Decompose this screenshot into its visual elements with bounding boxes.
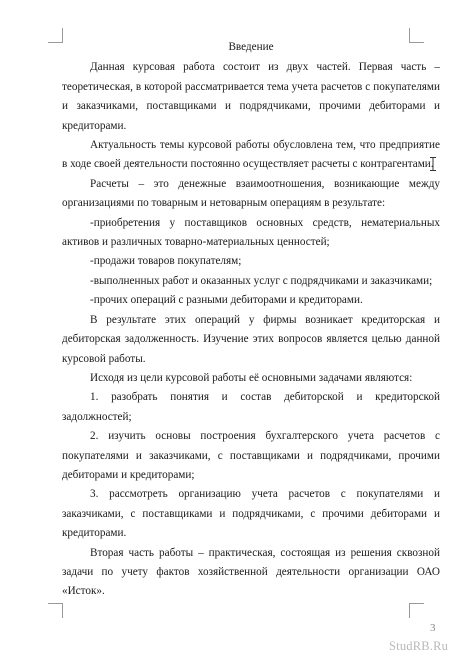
list-item-sales: -продажи товаров покупателям; — [90, 255, 242, 268]
list-item-works: -выполненных работ и оказанных услуг с подрядчиками и заказчиками; — [90, 274, 433, 287]
paragraph-result: В результате этих операций у фирмы возникает кредиторская и дебиторская задолженность. Изучение этих вопросов является целью данной курсовой работы. — [62, 313, 440, 365]
document-body[interactable] — [62, 38, 440, 602]
task-item-1: 1. разобрать понятия и состав дебиторской и кредиторской задолжностей; — [62, 391, 440, 423]
list-item-other: -прочих операций с разными дебиторами и кредиторами. — [90, 294, 363, 307]
task-item-2: 2. изучить основы построения бухгалтерского учета расчетов с покупателями и заказчиками, с поставщиками и подрядчиками, прочими дебиторами и кредиторами; — [62, 430, 440, 481]
paragraph-intro: Данная курсовая работа состоит из двух частей. Первая часть – теоретическая, в которой рассматривается тема учета расчетов с покупателями и заказчиками, поставщиками и подрядчиками, прочими дебиторами и кредиторами. — [62, 61, 440, 132]
paragraph-relevance: Актуальность темы курсовой работы обусловлена тем, что предприятие в ходе своей деятельности постоянно осуществляет расчеты с контрагентами. — [62, 139, 440, 171]
margin-mark-bottom-left — [48, 603, 63, 618]
list-item-acquisition: -приобретения у поставщиков основных средств, нематериальных активов и различных товарно-материальных ценностей; — [62, 216, 440, 249]
section-title: Введение — [228, 41, 274, 53]
task-item-3: 3. рассмотреть организацию учета расчетов с покупателями и заказчиками, с поставщиками и подрядчиками, с прочими дебиторами и кредиторами. — [62, 488, 440, 540]
margin-mark-top-left — [48, 28, 63, 43]
paragraph-practical: Вторая часть работы – практическая, состоящая из решения сквозной задачи по учету фактов хозяйственной деятельности организации ОАО «Исток». — [62, 546, 440, 598]
paragraph-tasks-intro: Исходя из цели курсовой работы её основными задачами являются: — [90, 371, 413, 384]
watermark: StudRB.Ru — [389, 639, 449, 653]
paragraph-settlements: Расчеты – это денежные взаимоотношения, возникающие между организациями по товарным и нетоварным операциям в результате: — [62, 177, 440, 210]
text-cursor-icon — [430, 157, 436, 171]
margin-mark-bottom-right — [409, 603, 424, 618]
page-number: 3 — [430, 622, 436, 634]
